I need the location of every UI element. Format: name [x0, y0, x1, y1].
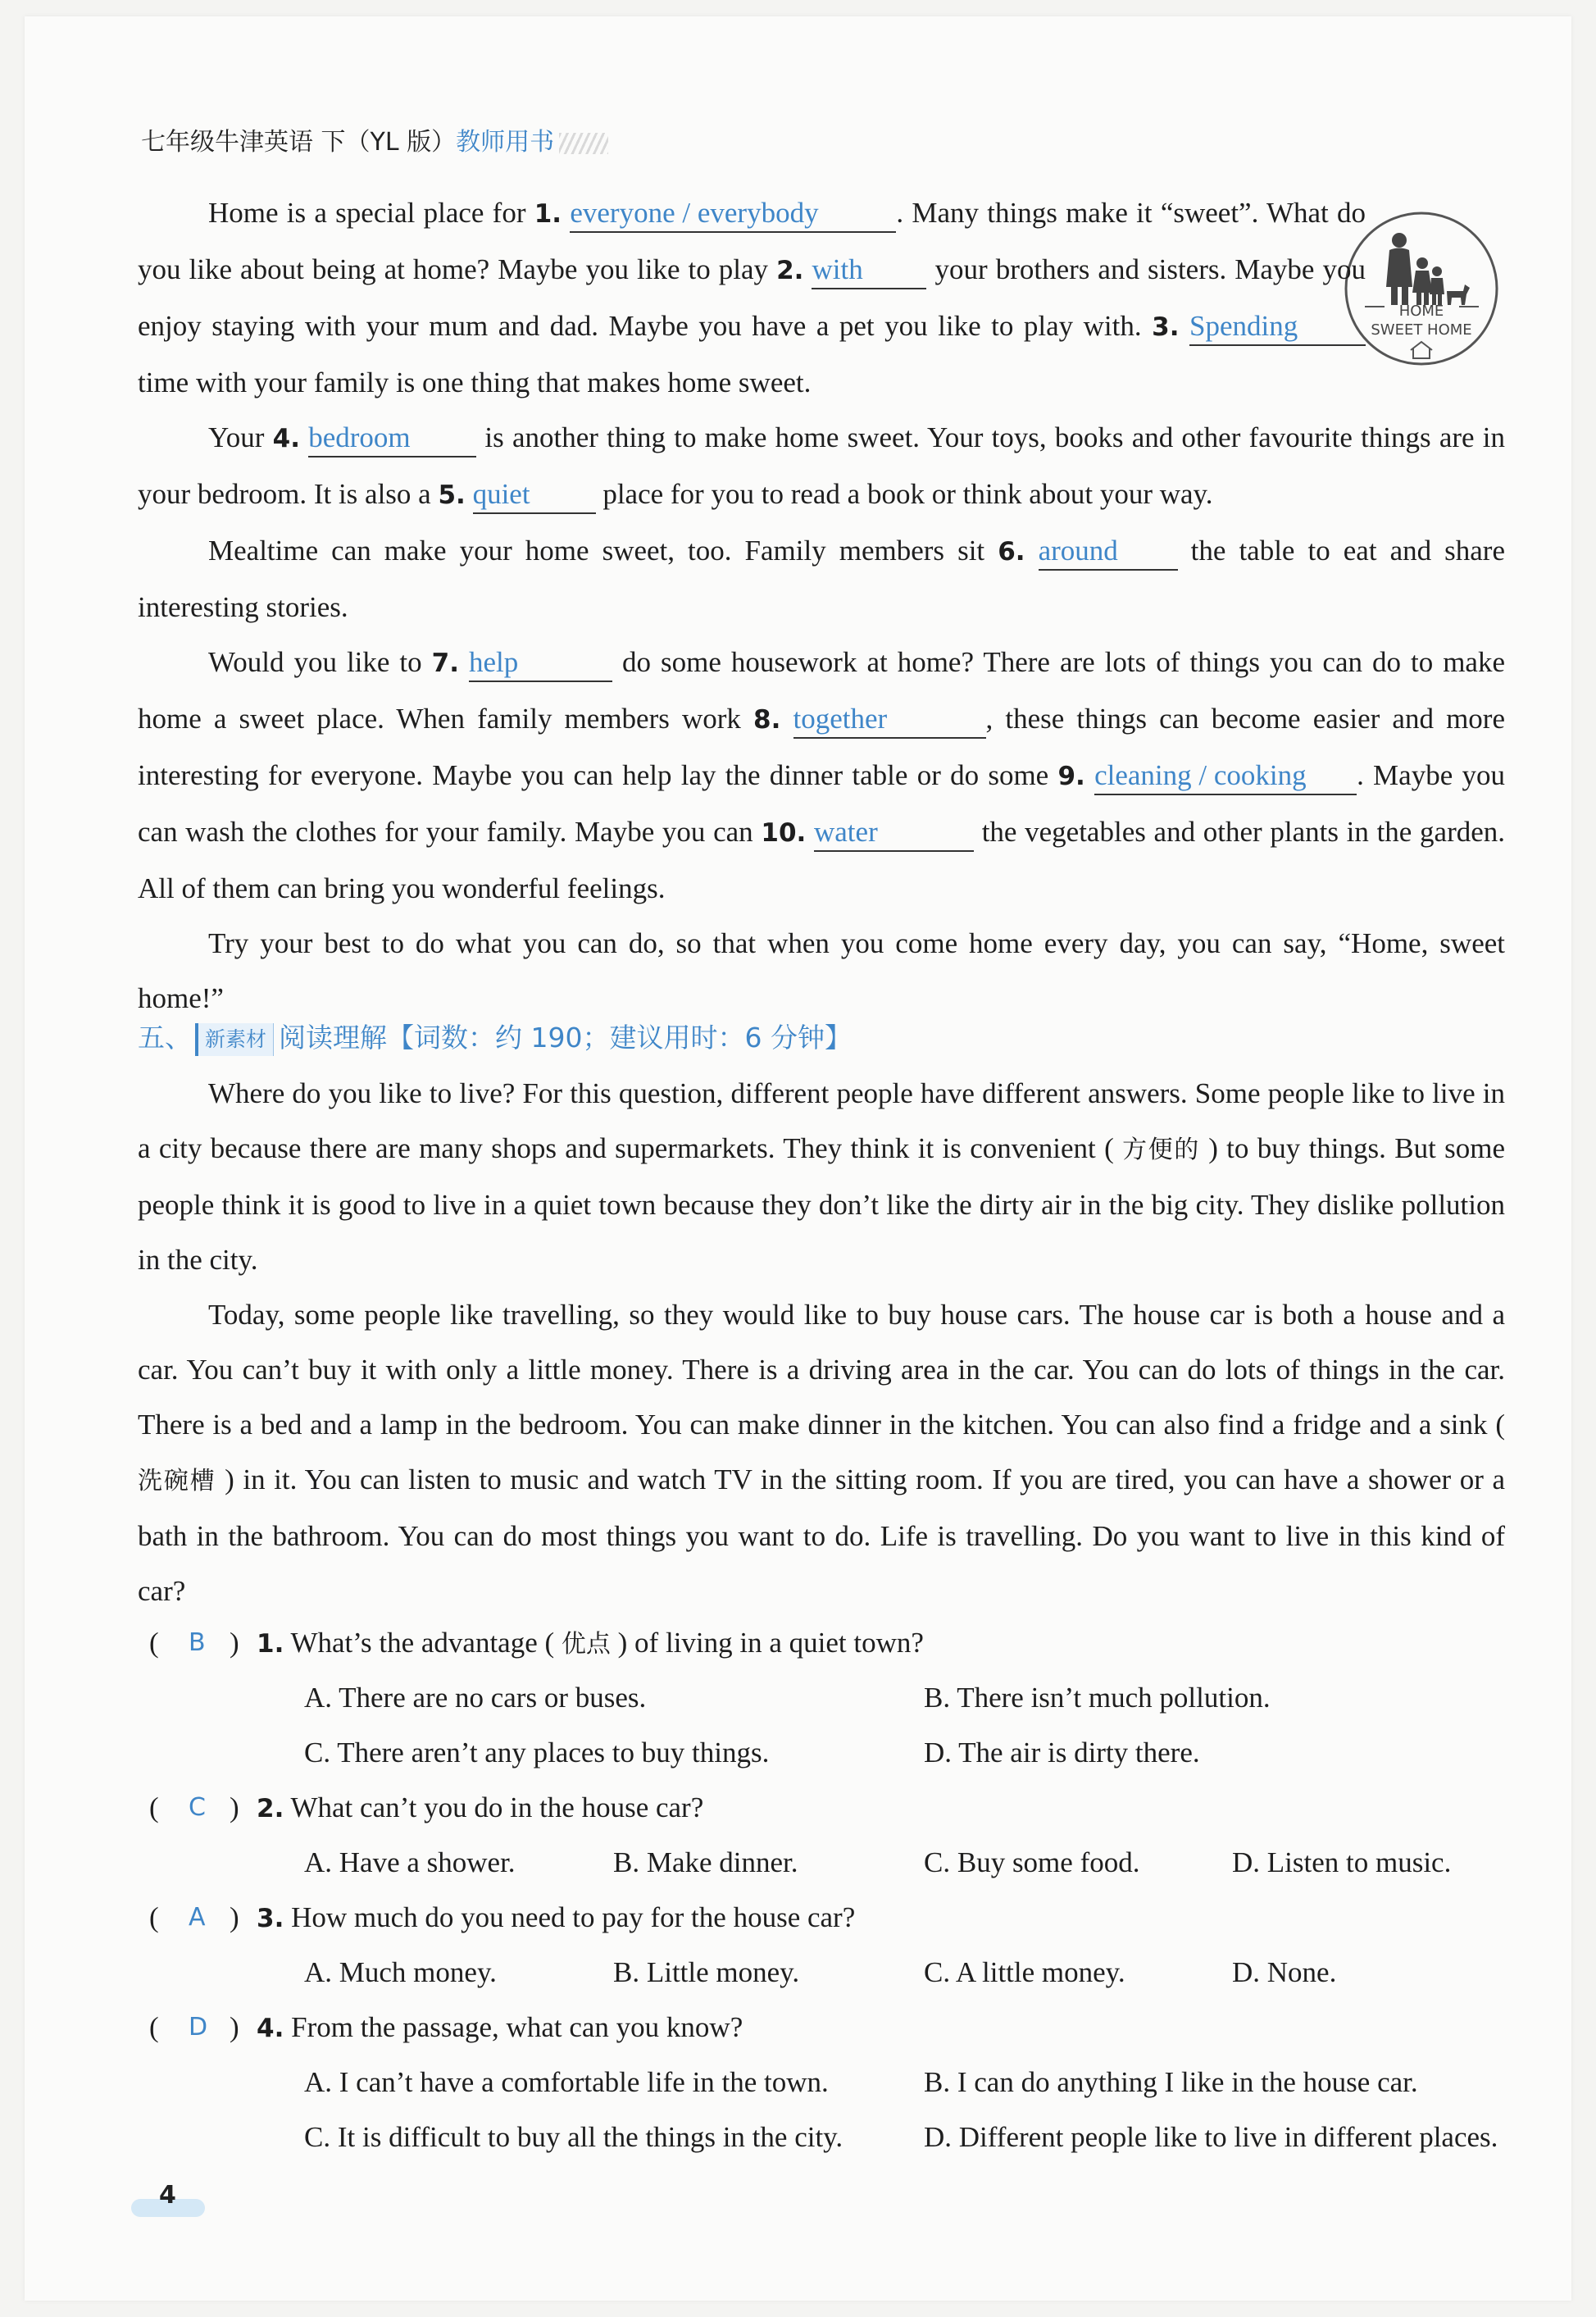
section-title: 阅读理解【词数：约 190；建议用时：6 分钟】 — [279, 1022, 852, 1054]
question-1-options-row-1 — [138, 1670, 1505, 1725]
section-5-heading — [138, 1010, 1505, 1065]
cloze-paragraph-5: Try your best to do what you can do, so that when you come home every day, you can say, “Home, sweet home!” — [138, 927, 1505, 1014]
question-4-options-row-2 — [138, 2110, 1505, 2165]
logo-line1: HOME — [1398, 303, 1444, 320]
answer-letter: C — [189, 1793, 206, 1822]
question-list — [138, 1615, 1505, 2165]
option-b: B. There isn’t much pollution. — [924, 1682, 1271, 1714]
answer-blank-4: bedroom — [308, 421, 476, 457]
book-title: 七年级牛津英语 下（YL 版） — [141, 128, 457, 157]
option-a: A. Much money. — [304, 1956, 497, 1988]
page-number: 4 — [138, 2181, 203, 2217]
option-c: C. Buy some food. — [924, 1846, 1140, 1878]
answer-blank-9: cleaning / cooking — [1094, 759, 1357, 795]
reading-paragraph-1: Where do you like to live? For this question, different people have different answers. Some people like to live in a city because there are many shops and supermarkets. They think it is convenient ( 方便的 ) to buy things. But some people think it is good to live in a quiet town because they don’t like the dirty air in the big city. They dislike pollution in the city. — [138, 1077, 1506, 1276]
question-1: ( B ) 1. What’s the advantage ( 优点 ) of living in a quiet town? — [138, 1615, 1505, 1670]
question-1-options-row-2 — [138, 1725, 1505, 1780]
option-d: D. Listen to music. — [1232, 1846, 1452, 1878]
new-material-tag: 新素材 — [195, 1023, 274, 1056]
option-a: A. There are no cars or buses. — [304, 1682, 647, 1714]
logo-line2: SWEET HOME — [1371, 321, 1472, 339]
answer-letter: D — [189, 2013, 208, 2042]
header-decoration — [559, 133, 608, 154]
question-2: ( C ) 2. What can’t you do in the house car? — [138, 1780, 1505, 1835]
option-a: A. Have a shower. — [304, 1846, 516, 1878]
reading-passage — [138, 1066, 1505, 1618]
answer-blank-8: together — [793, 703, 986, 739]
answer-blank-3: Spending — [1189, 310, 1366, 346]
option-d: D. The air is dirty there. — [924, 1737, 1200, 1768]
cloze-paragraph-4: Would you like to 7. help do some housework at home? There are lots of things you can do to make home a sweet place. When family members work 8. together , these things can become easier and more interesting for everyone. Maybe you can help lay the dinner table or do some 9. cleaning / cooking . Maybe you can wash the clothes for your family. Maybe you can 10. water the vegetables and other plants in the garden. All of them can bring you wonderful feelings. — [138, 646, 1506, 904]
option-b: B. I can do anything I like in the house car. — [924, 2066, 1418, 2098]
answer-blank-5: quiet — [473, 478, 596, 514]
question-2-options — [138, 1835, 1505, 1890]
answer-letter: B — [189, 1628, 206, 1657]
answer-blank-6: around — [1039, 535, 1178, 571]
answer-blank-10: water — [814, 816, 974, 852]
reading-paragraph-2: Today, some people like travelling, so they would like to buy house cars. The house car is both a house and a car. You can’t buy it with only a little money. There is a driving area in the car. You can do lots of things in the car. There is a bed and a lamp in the bedroom. You can make dinner in the kitchen. You can also find a fridge and a sink ( 洗碗槽 ) in it. You can listen to music and watch TV in the sitting room. If you are tired, you can have a shower or a bath in the bathroom. You can do most things you want to do. Life is travelling. Do you want to live in this kind of car? — [138, 1299, 1506, 1607]
question-3-options — [138, 1945, 1505, 2000]
option-c: C. It is difficult to buy all the things in the city. — [304, 2121, 843, 2153]
answer-blank-7: help — [469, 646, 612, 682]
question-4-options-row-1 — [138, 2055, 1505, 2110]
option-d: D. None. — [1232, 1956, 1337, 1988]
option-b: B. Little money. — [613, 1956, 800, 1988]
option-a: A. I can’t have a comfortable life in the town. — [304, 2066, 829, 2098]
question-3: ( A ) 3. How much do you need to pay for the house car? — [138, 1890, 1505, 1945]
cloze-passage — [138, 185, 1505, 1026]
section-number: 五、 — [138, 1022, 192, 1054]
option-d: D. Different people like to live in different places. — [924, 2121, 1498, 2153]
option-c: C. A little money. — [924, 1956, 1125, 1988]
option-b: B. Make dinner. — [613, 1846, 798, 1878]
option-c: C. There aren’t any places to buy things. — [304, 1737, 770, 1768]
cloze-paragraph-3: Mealtime can make your home sweet, too. Family members sit 6. around the table to eat and share interesting stories. — [138, 535, 1505, 623]
cloze-paragraph-2: Your 4. bedroom is another thing to make home sweet. Your toys, books and other favourite things are in your bedroom. It is also a 5. quiet place for you to read a book or think about your way. — [138, 410, 1505, 523]
answer-blank-2: with — [812, 253, 926, 289]
answer-blank-1: everyone / everybody — [570, 197, 896, 233]
answer-letter: A — [189, 1903, 206, 1932]
book-subtitle: 教师用书 — [456, 128, 555, 157]
cloze-paragraph-1: Home is a special place for 1. everyone / everybody . Many things make it “sweet”. What do you like about being at home? Maybe you like to play 2. with your brothers and sisters. Maybe you enjoy staying with your mum and dad. Maybe you have a pet you like to play with. 3. Spending time with your family is one thing that makes home sweet. — [138, 197, 1366, 398]
question-4: ( D ) 4. From the passage, what can you know? — [138, 2000, 1505, 2055]
page-header — [141, 121, 608, 157]
